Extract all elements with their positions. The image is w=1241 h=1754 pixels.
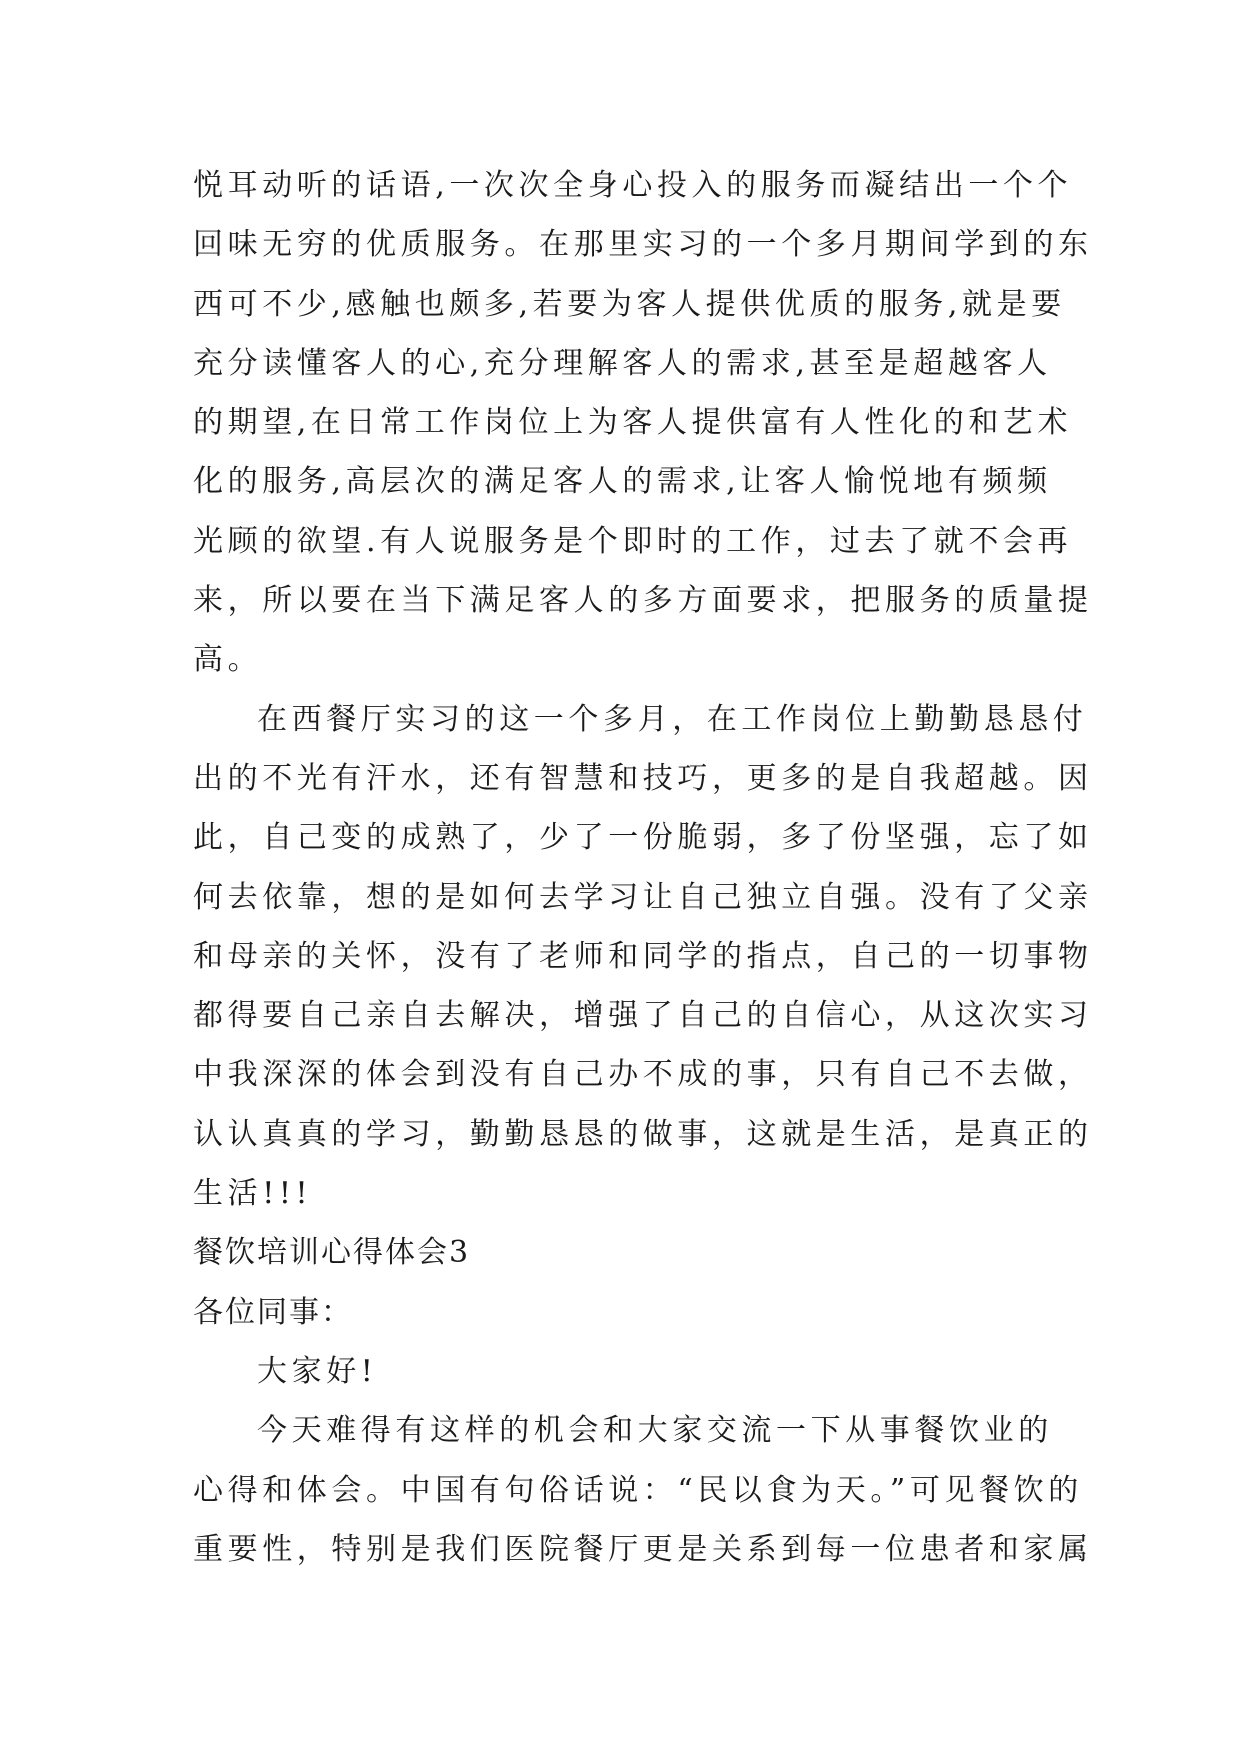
text-line: 回味无穷的优质服务。在那里实习的一个多月期间学到的东 bbox=[193, 227, 1093, 263]
text-line: 高。 bbox=[193, 642, 263, 678]
text-line: 化的服务,高层次的满足客人的需求,让客人愉悦地有频频 bbox=[193, 464, 1052, 500]
text-line: 心得和体会。中国有句俗话说：“民以食为天。”可见餐饮的 bbox=[193, 1472, 1083, 1508]
text-line: 西可不少,感触也颇多,若要为客人提供优质的服务,就是要 bbox=[193, 286, 1066, 322]
text-line: 何去依靠，想的是如何去学习让自己独立自强。没有了父亲 bbox=[193, 879, 1093, 915]
greeting: 大家好! bbox=[257, 1353, 378, 1389]
text-line: 生活!!! bbox=[193, 1176, 313, 1212]
section-title: 餐饮培训心得体会3 bbox=[193, 1235, 471, 1271]
text-line: 来，所以要在当下满足客人的多方面要求，把服务的质量提 bbox=[193, 583, 1093, 619]
paragraph-3 bbox=[193, 1401, 1093, 1579]
text-line: 光顾的欲望.有人说服务是个即时的工作，过去了就不会再 bbox=[193, 523, 1073, 559]
text-line: 重要性，特别是我们医院餐厅更是关系到每一位患者和家属 bbox=[193, 1531, 1093, 1567]
document-body bbox=[193, 156, 1093, 1579]
text-line: 今天难得有这样的机会和大家交流一下从事餐饮业的 bbox=[257, 1413, 1053, 1449]
text-line: 的期望,在日常工作岗位上为客人提供富有人性化的和艺术 bbox=[193, 405, 1073, 441]
text-line: 出的不光有汗水，还有智慧和技巧，更多的是自我超越。因 bbox=[193, 760, 1093, 796]
text-line: 此，自己变的成熟了，少了一份脆弱，多了份坚强，忘了如 bbox=[193, 820, 1093, 856]
text-line: 认认真真的学习，勤勤恳恳的做事，这就是生活，是真正的 bbox=[193, 1116, 1093, 1152]
text-line: 中我深深的体会到没有自己办不成的事，只有自己不去做， bbox=[193, 1057, 1093, 1093]
paragraph-1 bbox=[193, 156, 1093, 690]
text-line: 悦耳动听的话语,一次次全身心投入的服务而凝结出一个个 bbox=[193, 168, 1073, 203]
text-line: 都得要自己亲自去解决，增强了自己的自信心，从这次实习 bbox=[193, 998, 1093, 1034]
text-line: 充分读懂客人的心,充分理解客人的需求,甚至是超越客人 bbox=[193, 345, 1052, 381]
text-line: 在西餐厅实习的这一个多月，在工作岗位上勤勤恳恳付 bbox=[257, 701, 1088, 737]
text-line: 和母亲的关怀，没有了老师和同学的指点，自己的一切事物 bbox=[193, 938, 1093, 974]
paragraph-2 bbox=[193, 690, 1093, 1224]
salutation: 各位同事： bbox=[193, 1294, 353, 1330]
